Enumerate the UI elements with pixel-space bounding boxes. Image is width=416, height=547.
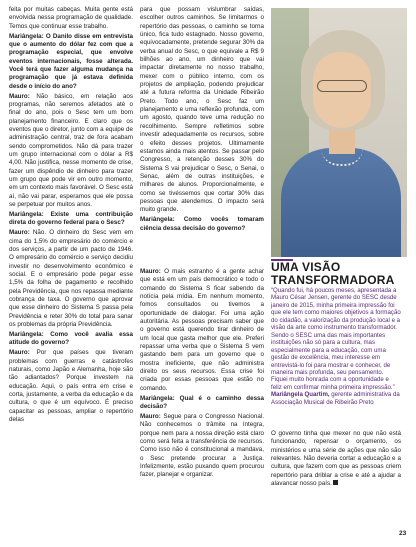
sidebar-quote-box xyxy=(271,287,401,406)
speaker-label: Mariângela: xyxy=(9,32,44,40)
body-paragraph xyxy=(9,6,133,31)
answer-paragraph xyxy=(9,349,133,424)
speaker-label: Mauro: xyxy=(140,413,161,421)
speaker-label: Mauro: xyxy=(9,229,30,237)
question-paragraph xyxy=(9,33,133,91)
question-paragraph xyxy=(140,216,264,233)
body-paragraph xyxy=(271,430,401,488)
answer-paragraph xyxy=(140,268,264,393)
speaker-label: Mariângela: xyxy=(140,216,175,224)
paragraph-text: Segue para o Congresso Nacional. Não conhecemos o trâmite na íntegra, porque nem para a nossa direção está claro como será feita a transferência de recursos. Como isso não é constitucional a mandava, o Sesc pretende procurar a Justiça. Infelizmente, estão puxando quem procurou fazer, planejar e organizar. xyxy=(140,413,264,479)
answer-paragraph xyxy=(9,93,133,210)
page-number: 23 xyxy=(399,530,407,537)
answer-paragraph xyxy=(9,229,133,329)
paragraph-text: Não. O dinheiro do Sesc vem em cima do 1,5% do empresário do comércio e dos serviços, a partir de um pacto de 1946. O empresário do comércio e serviço decidiu investir no desenvolvimento econômico e social. E o empresário pode pegar esse 1,5% da folha de pagamento e recolhido pela Previdência, que nos repassa mediante cobrança de taxa. O governo que aprovar que esse dinheiro do Sistema S passa pela Previdência e reter 30% do total para sanar os problemas da própria Previdência. xyxy=(9,229,133,329)
paragraph-text: Como você avalia essa atitude do governo? xyxy=(9,331,133,347)
paragraph-text: O governo tinha que mexer no que não está funcionando, repensar o orçamento, os ministérios e uma série de ações que não são relevantes. Não deveria cortar a educação e a cultura, que fazem com que as pessoas criem repertório para driblar a crise e até a ajudar a alavancar nosso país. xyxy=(271,430,401,488)
paragraph-text: Como vocês tomaram ciência dessa decisão do governo? xyxy=(140,216,264,232)
question-paragraph xyxy=(9,331,133,348)
sidebar-title-line-1: UMA VISÃO xyxy=(271,260,341,274)
interviewer-photo xyxy=(271,8,407,257)
paragraph-text: O mais estranho é a gente achar que está em um país democrático e todo o comando do Sistema S ficar sabendo da notícia pela mídia. Em nenhum momento, fomos consultados ou tivemos a oportunidade de dialogar. Foi uma ação autoritária. As pessoas precisam saber que o governo está querendo tirar dinheiro de um local que gasta melhor que ele. Preferi repassar uma verba que o Sistema S vem gastando bem para um governo que o mostra ineficiente, que não administra direito os seus recursos. Essa crise foi criada por essas pessoas que estão no comando. xyxy=(140,268,264,392)
article-column-3-lower xyxy=(271,430,401,490)
sidebar-title xyxy=(271,261,401,286)
paragraph-text: Por que países que tiveram problemas com guerras e catástrofes naturais, como Japão e Alemanha, hoje são tão adiantados? Porque investem na educação. Aqui, o país entra em crise e corta, justamente, a verba da educação e da cultura, o que é um equívoco. É preciso capacitar as pessoas, ampliar o repertório delas xyxy=(9,349,133,424)
answer-paragraph xyxy=(140,413,264,480)
speaker-label: Mariângela: xyxy=(140,394,175,402)
article-column-1 xyxy=(9,6,133,426)
paragraph-text: para que possam vislumbrar saídas, escolher outros caminhos. Se limitarmos o repertório das pessoas, o caminho se torna único, fica tudo estagnado. Nosso governo, equivocadamente, pretende segurar 30% da verba anual do Sesc, o que equivale a R$ 9 bilhões ao ano, um dinheiro que vai impactar diretamente no nosso trabalho, mexer com o público interno, com os projetos de ampliação, podendo prejudicar até a futura reforma da Unidade Ribeirão Preto. Todo ano, o Sesc faz um planejamento e uma reflexão profunda, com um agosto, quando teve uma redução no recolhimento. Sempre refletimos sobre investir adequadamente os recursos, sobre o efeito desses projetos. Ultimamente estamos ainda mais atentos. Se passar pelo Congresso, a retenção desses 30% do Sistema S vai prejudicar o Sesc, o Senai, o Senac, além de outras instituições, e milhares de alunos. Proporcionalmente, e como se tivéssemos que cortar 30% das pessoas que atendemos. O impacto será muito grande. xyxy=(140,6,264,214)
article-column-2 xyxy=(140,6,264,234)
speaker-label: Mauro: xyxy=(140,268,161,275)
speaker-label: Mariângela: xyxy=(9,331,44,339)
paragraph-text: Não básico, em relação aos programas, não seremos afetados até o final do ano, pois o Sesc tem um bom planejamento financeiro. E claro que os eventos que o diretor, junto com a equipe de administração central, traz de fora acabam sendo comprometidos. Não dá para trazer um grupo internacional com o dólar a R$ 4,00. Não justifica, nesse momento de crise, fazer um dispêndio de dinheiro para trazer um grupo que pode vir em outro momento, em um contexto mais favorável. O Sesc está aí, não vai parar, esperamos que ele possa se perpetuar por muitos anos. xyxy=(9,92,134,209)
paragraph-text: Existe uma contribuição direta do governo federal para o Sesc? xyxy=(9,211,133,227)
paragraph-text: feita por muitas cabeças. Muita gente está envolvida nessa programação de qualidade. Temos que continuar esse trabalho. xyxy=(9,6,133,30)
question-paragraph xyxy=(140,395,264,412)
body-paragraph xyxy=(140,6,264,215)
paragraph-text: O Danilo disse em entrevista que o aumento do dólar fez com que a programação especial, que envolve eventos internacionais, fosse alterada. Você terá que fazer alguma mudança na programação que já estava definida desde o início do ano? xyxy=(9,32,133,90)
sidebar-author-role: gerente administrativa da Associação Musical de Ribeirão Preto xyxy=(271,391,400,406)
question-paragraph xyxy=(9,211,133,228)
paragraph-text: Qual é o caminho dessa decisão? xyxy=(140,394,264,411)
end-of-article-mark xyxy=(333,480,338,485)
sidebar-title-line-2: TRANSFORMADORA xyxy=(271,272,395,287)
article-column-2-lower xyxy=(140,268,264,481)
speaker-label: Mariângela: xyxy=(9,211,44,219)
speaker-label: Mauro: xyxy=(9,92,30,100)
speaker-label: Mauro: xyxy=(9,349,30,357)
sidebar-quote: “Quando fui, há poucos meses, apresentada a Mauro César Jensen, gerente do SESC desde janeiro de 2015, minha primeira impressão foi que ele tem como maiores objetivos a formação do cidadão, a valorização da produção local e a visão da arte como instrumento transformador. Sendo o SESC uma das mais importantes instituições não só para a cultura, mas especialmente para a educação, com uma gestão de excelência, meu interesse em entrevistá-lo foi para mostrar e conhecer, de maneira mais profunda, seu pensamento. Fiquei muito honrada com a oportunidade e feliz em confirmar minha primeira impressão.” xyxy=(271,287,401,391)
sidebar-author-name: Mariângela Quartim, xyxy=(271,391,330,399)
